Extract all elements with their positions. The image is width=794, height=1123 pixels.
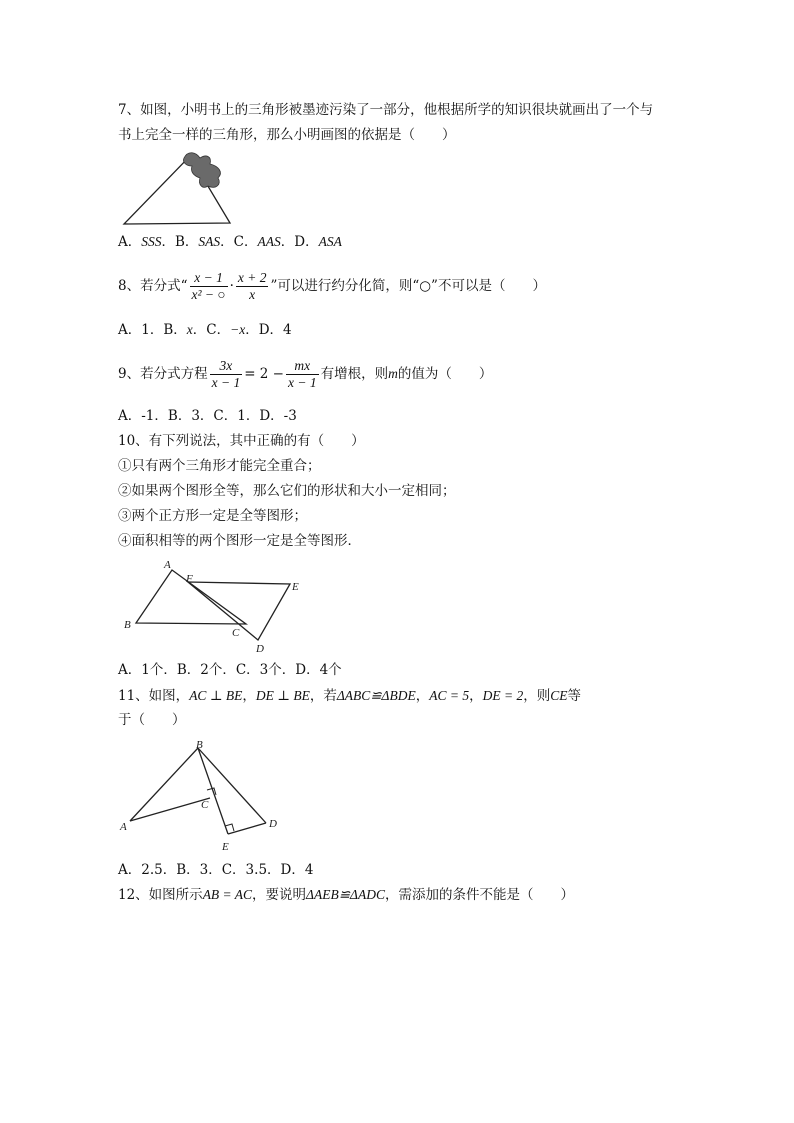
q8-stem: 8、若分式“ $\frac{x - 1}{\text{x² − ○}}$ · $\frac{x + 2}{x}$ ”可以进行约分化简，则“○”不可以是（ ）: [118, 270, 546, 302]
q8-options: A．1．B．x．C．−x．D．4: [118, 322, 292, 338]
q11-label-b: B: [196, 739, 203, 751]
q10-label-f: F: [186, 573, 193, 585]
q11-stem-line1: 11、如图，AC ⊥ BE，DE ⊥ BE，若ΔABC≌ΔBDE，AC = 5，DE = 2，则CE等: [118, 688, 581, 704]
q9-fraction-2: $\frac{mx}{x - 1}$: [288, 358, 317, 390]
q7-stem-line2: 书上完全一样的三角形，那么小明画图的依据是（ ）: [118, 127, 456, 143]
q7-stem-line1: 7、如图，小明书上的三角形被墨迹污染了一部分，他根据所学的知识很块就画出了一个与: [118, 102, 654, 118]
q8-fraction-1: $\frac{x - 1}{\text{x² − ○}}$: [191, 270, 226, 302]
q10-label-c: C: [232, 627, 240, 639]
q11-label-d: D: [269, 818, 277, 830]
q7-ink-triangle-figure: [118, 150, 238, 230]
q11-label-a: A: [120, 821, 127, 833]
q7-option-c: AAS: [257, 234, 281, 249]
q9-stem: 9、若分式方程 $\frac{3x}{x - 1}$ = 2 − $\frac{mx}{x - 1}$ 有增根，则m的值为（ ）: [118, 358, 493, 390]
q11-label-e: E: [222, 841, 229, 853]
q10-statement-1: ①只有两个三角形才能完全重合；: [118, 458, 321, 474]
q7-options: A．SSS．B．SAS．C．AAS．D．ASA: [118, 234, 342, 250]
q7-option-d: ASA: [318, 234, 342, 249]
q10-label-d: D: [256, 643, 264, 655]
q10-statement-4: ④面积相等的两个图形一定是全等图形．: [118, 533, 361, 549]
q7-ink-blot: [183, 153, 220, 188]
q10-stem: 10、有下列说法，其中正确的有（ ）: [118, 433, 365, 449]
q9-fraction-1: $\frac{3x}{x - 1}$: [211, 358, 241, 390]
q9-options: A．-1．B．3．C．1．D．-3: [118, 408, 297, 424]
q10-statement-2: ②如果两个图形全等，那么它们的形状和大小一定相同；: [118, 483, 456, 499]
q7-option-b: SAS: [198, 234, 221, 249]
q11-figure: [118, 736, 288, 854]
q11-label-c: C: [201, 799, 209, 811]
q7-option-a: SSS: [141, 234, 162, 249]
q10-label-e: E: [292, 581, 299, 593]
q11-options: A．2.5．B．3．C．3.5．D．4: [118, 862, 314, 878]
q10-label-b: B: [124, 619, 131, 631]
q10-figure: [118, 556, 318, 656]
q10-label-a: A: [164, 559, 171, 571]
q12-stem: 12、如图所示AB = AC，要说明ΔAEB≌ΔADC，需添加的条件不能是（ ）: [118, 887, 574, 903]
q10-statement-3: ③两个正方形一定是全等图形；: [118, 508, 307, 524]
q10-options: A．1个．B．2个．C．3个．D．4个: [118, 662, 342, 678]
q8-fraction-2: $\frac{x + 2}{x}$: [237, 270, 267, 302]
q11-stem-line2: 于（ ）: [118, 712, 186, 728]
